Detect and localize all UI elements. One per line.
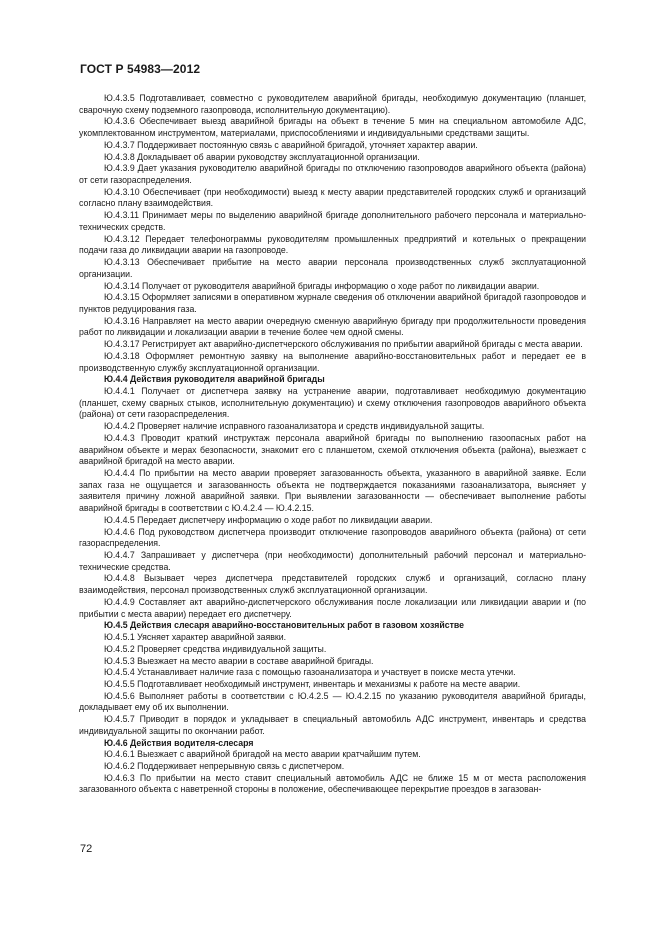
paragraph: Ю.4.3.12 Передает телефонограммы руководителям промышленных предприятий и котельных о прекращении подачи газа до ликвидации аварии на газопроводе.: [79, 233, 586, 256]
section-heading: Ю.4.4 Действия руководителя аварийной бригады: [104, 374, 325, 385]
paragraph: Ю.4.3.16 Направляет на место аварии очередную сменную аварийную бригаду при продолжительности проведения работ по ликвидации и локализации аварии в течение более чем одной смены.: [79, 315, 586, 338]
document-body: [79, 93, 586, 796]
paragraph: Ю.4.4.5 Передает диспетчеру информацию о ходе работ по ликвидации аварии.: [104, 514, 433, 525]
paragraph: Ю.4.4.7 Запрашивает у диспетчера (при необходимости) дополнительный рабочий персонал и материально-технические средства.: [79, 550, 586, 572]
paragraph: Ю.4.3.7 Поддерживает постоянную связь с аварийной бригадой, уточняет характер аварии.: [104, 139, 478, 150]
paragraph: Ю.4.4.6 Под руководством диспетчера производит отключение газопроводов аварийного объекта (района) от сети газораспределения.: [79, 526, 586, 549]
paragraph: Ю.4.4.3 Проводит краткий инструктаж персонала аварийной бригады по выполнению газоопасных работ на аварийном объекте и мерах безопасности, знакомит его с планшетом, схемой отключения объекта (района), выезжает с аварийной бригадой на место аварии.: [79, 432, 586, 467]
paragraph: Ю.4.6.1 Выезжает с аварийной бригадой на место аварии кратчайшим путем.: [104, 749, 421, 760]
paragraph: Ю.4.3.11 Принимает меры по выделению аварийной бригаде дополнительного рабочего персонала и материально-технических средств.: [79, 210, 586, 232]
paragraph: Ю.4.3.14 Получает от руководителя аварийной бригады информацию о ходе работ по ликвидации аварии.: [104, 280, 540, 291]
paragraph: Ю.4.3.5 Подготавливает, совместно с руководителем аварийной бригады, необходимую документацию (планшет, сварочную схему подземного газопровода, исполнительную документацию).: [79, 93, 586, 115]
paragraph: Ю.4.4.2 Проверяет наличие исправного газоанализатора и средств индивидуальной защиты.: [104, 421, 485, 432]
paragraph: Ю.4.4.8 Вызывает через диспетчера представителей городских служб и организаций, согласно плану взаимодействия, персонал производственных служб эксплуатационной организации.: [79, 573, 586, 596]
paragraph: Ю.4.5.7 Приводит в порядок и укладывает в специальный автомобиль АДС инструмент, инвентарь и средства индивидуальной защиты по окончании работ.: [79, 714, 586, 736]
paragraph: Ю.4.3.15 Оформляет записями в оперативном журнале сведения об отключении аварийной бригадой газопроводов и пунктов редуцирования газа.: [79, 292, 586, 314]
paragraph: Ю.4.6.3 По прибытии на место ставит специальный автомобиль АДС не ближе 15 м от места расположения загазованного объекта с наветренной стороны в положение, обеспечивающее перекрытие проездов в загазован-: [79, 772, 586, 795]
paragraph: Ю.4.3.17 Регистрирует акт аварийно-диспетчерского обслуживания по прибытии аварийной бригады с места аварии.: [104, 339, 583, 350]
paragraph: Ю.4.6.2 Поддерживает непрерывную связь с диспетчером.: [104, 760, 345, 771]
paragraph: Ю.4.5.4 Устанавливает наличие газа с помощью газоанализатора и участвует в поиске места утечки.: [104, 667, 516, 678]
paragraph: Ю.4.4.1 Получает от диспетчера заявку на устранение аварии, подготавливает необходимую документацию (планшет, схему сварных стыков, исполнительную документацию) и схему отключения газопроводов аварийного объекта (района) от сети газораспределения.: [79, 385, 586, 420]
paragraph: Ю.4.4.9 Составляет акт аварийно-диспетчерского обслуживания после локализации или ликвидации аварии и (по прибытии с места аварии) передает его диспетчеру.: [79, 596, 586, 619]
paragraph: Ю.4.5.5 Подготавливает необходимый инструмент, инвентарь и механизмы к работе на месте аварии.: [104, 678, 521, 689]
section-heading: Ю.4.6 Действия водителя-слесаря: [104, 737, 254, 748]
paragraph: Ю.4.4.4 По прибытии на место аварии проверяет загазованность объекта, указанного в аварийной заявке. Если запах газа не ощущается и загазованность объекта не подтверждается показаниями газоанализатора, выясняет у заявителя причину ложной аварийной заявки. При выявлении загазованности — обеспечивает выполнение работы аварийной бригады в соответствии с Ю.4.2.4 — Ю.4.2.15.: [79, 468, 586, 514]
section-heading: Ю.4.5 Действия слесаря аварийно-восстановительных работ в газовом хозяйстве: [104, 620, 465, 631]
paragraph: Ю.4.5.2 Проверяет средства индивидуальной защиты.: [104, 643, 327, 654]
paragraph: Ю.4.5.6 Выполняет работы в соответствии с Ю.4.2.5 — Ю.4.2.15 по указанию руководителя аварийной бригады, докладывает ему об их выполнении.: [79, 690, 586, 713]
paragraph: Ю.4.5.1 Уясняет характер аварийной заявки.: [104, 632, 287, 643]
paragraph: Ю.4.3.13 Обеспечивает прибытие на место аварии персонала производственных служб эксплуатационной организации.: [79, 257, 586, 279]
paragraph: Ю.4.5.3 Выезжает на место аварии в составе аварийной бригады.: [104, 655, 374, 666]
paragraph: Ю.4.3.8 Докладывает об аварии руководству эксплуатационной организации.: [104, 151, 420, 162]
paragraph: Ю.4.3.18 Оформляет ремонтную заявку на выполнение аварийно-восстановительных работ и передает ее в производственную службу эксплуатационной организации.: [79, 350, 586, 373]
paragraph: Ю.4.3.9 Дает указания руководителю аварийной бригады по отключению газопроводов аварийного объекта (района) от сети газораспределения.: [79, 163, 586, 186]
paragraph: Ю.4.3.10 Обеспечивает (при необходимости) выезд к месту аварии представителей городских служб и организаций согласно плану взаимодействия.: [79, 186, 586, 209]
document-header: ГОСТ Р 54983—2012: [80, 62, 201, 76]
paragraph: Ю.4.3.6 Обеспечивает выезд аварийной бригады на объект в течение 5 мин на специальном автомобиле АДС, укомплектованном инструментом, материалами, приспособлениями и индивидуальными средствами защиты.: [79, 116, 586, 139]
page-number: 72: [80, 843, 93, 855]
